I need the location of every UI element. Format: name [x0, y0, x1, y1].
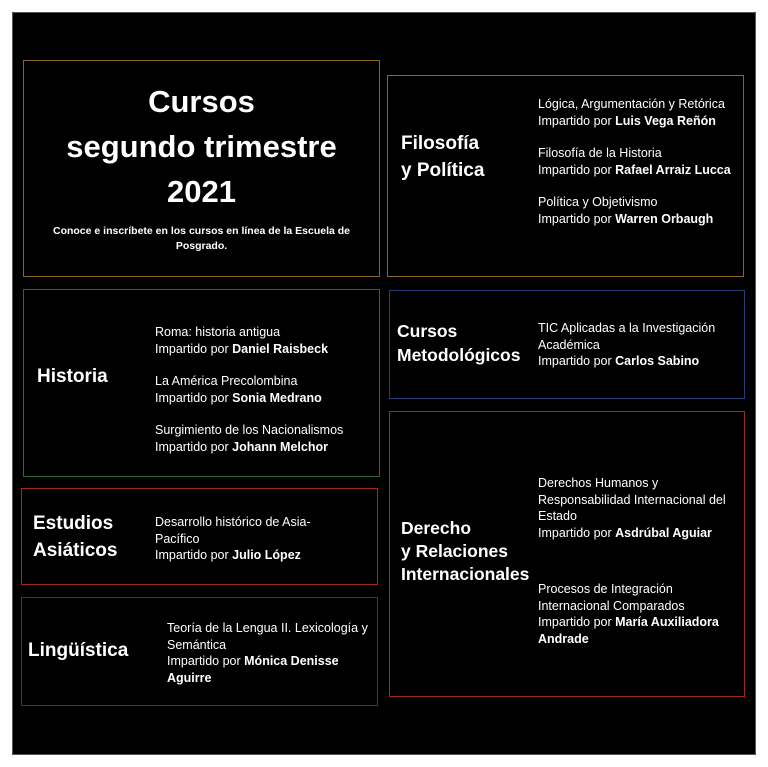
area-heading — [401, 130, 484, 184]
heading-line: Estudios — [33, 513, 114, 534]
area-metodologicos — [389, 290, 745, 399]
course-name: Procesos de Integración Internacional Comparados — [538, 582, 685, 613]
teacher-name: Mónica Denisse Aguirre — [167, 654, 339, 685]
course-teacher-line — [155, 390, 375, 407]
course-teacher-line — [538, 211, 738, 228]
teacher-name: Julio López — [232, 548, 301, 562]
subtitle: Conoce e inscríbete en los cursos en línea de la Escuela de Posgrado. — [52, 225, 351, 252]
taught-by-label: Impartido por — [155, 548, 229, 562]
course-name: Política y Objetivismo — [538, 195, 658, 209]
area-historia — [23, 289, 380, 477]
heading-line: Lingüística — [28, 640, 129, 661]
taught-by-label: Impartido por — [155, 439, 229, 454]
taught-by-label: Impartido por — [538, 354, 612, 368]
title-line: Cursos — [148, 84, 255, 119]
teacher-name: Johann Melchor — [232, 439, 328, 454]
heading-line: Filosofía — [401, 133, 480, 154]
title-line: segundo trimestre — [66, 129, 337, 164]
teacher-name: María Auxiliadora Andrade — [538, 615, 719, 646]
course-item — [155, 373, 375, 406]
course-name: Surgimiento de los Nacionalismos — [155, 423, 344, 437]
page-title — [24, 79, 379, 214]
teacher-name: Daniel Raisbeck — [232, 341, 329, 356]
heading-line: Internacionales — [401, 564, 530, 584]
course-item — [155, 324, 375, 357]
course-name: La América Precolombina — [155, 374, 298, 388]
course-teacher-line — [155, 439, 375, 456]
area-heading — [397, 319, 520, 367]
taught-by-label: Impartido por — [155, 341, 229, 356]
course-list — [155, 514, 335, 580]
course-teacher-line — [538, 525, 738, 542]
area-heading — [33, 510, 117, 564]
teacher-name: Sonia Medrano — [232, 390, 322, 405]
heading-line: Cursos — [397, 321, 458, 341]
taught-by-label: Impartido por — [167, 654, 241, 668]
teacher-name: Luis Vega Reñón — [615, 113, 716, 128]
course-teacher-line — [538, 353, 738, 370]
area-derecho — [389, 411, 745, 697]
course-list — [167, 620, 372, 702]
course-teacher-line — [155, 547, 335, 564]
course-teacher-line — [167, 653, 372, 686]
course-name: Lógica, Argumentación y Retórica — [538, 97, 725, 111]
area-heading — [401, 517, 529, 586]
course-item — [538, 96, 738, 129]
course-item — [538, 475, 738, 541]
course-name: Filosofía de la Historia — [538, 146, 662, 160]
heading-line: y Política — [401, 160, 485, 181]
course-name: Teoría de la Lengua II. Lexicología y Semántica — [167, 621, 368, 652]
teacher-name: Asdrúbal Aguiar — [615, 525, 712, 540]
heading-line: Derecho — [401, 518, 472, 538]
course-name: Derechos Humanos y Responsabilidad Internacional del Estado — [538, 476, 726, 523]
course-list — [538, 320, 738, 386]
heading-line: Historia — [37, 366, 108, 387]
area-heading — [37, 363, 108, 390]
taught-by-label: Impartido por — [155, 390, 229, 405]
taught-by-label: Impartido por — [538, 615, 612, 629]
area-filosofia — [387, 75, 744, 277]
taught-by-label: Impartido por — [538, 211, 612, 226]
heading-line: Asiáticos — [33, 540, 118, 561]
taught-by-label: Impartido por — [538, 162, 612, 177]
course-teacher-line — [538, 614, 738, 647]
title-card — [23, 60, 380, 277]
course-list — [538, 475, 738, 663]
taught-by-label: Impartido por — [538, 525, 612, 540]
course-item — [538, 194, 738, 227]
title-line: 2021 — [167, 174, 236, 209]
area-asiaticos — [21, 488, 378, 585]
teacher-name: Warren Orbaugh — [615, 211, 714, 226]
course-list — [538, 96, 738, 243]
course-list — [155, 324, 375, 471]
course-item — [538, 581, 738, 647]
teacher-name: Rafael Arraiz Lucca — [615, 162, 731, 177]
course-name: Roma: historia antigua — [155, 325, 281, 339]
course-teacher-line — [538, 162, 738, 179]
course-item — [155, 514, 335, 564]
taught-by-label: Impartido por — [538, 113, 612, 128]
heading-line: y Relaciones — [401, 541, 508, 561]
heading-line: Metodológicos — [397, 345, 521, 365]
teacher-name: Carlos Sabino — [615, 354, 700, 368]
course-name: Desarrollo histórico de Asia-Pacífico — [155, 515, 311, 546]
course-item — [538, 320, 738, 370]
course-item — [155, 422, 375, 455]
course-item — [167, 620, 372, 686]
course-teacher-line — [538, 113, 738, 130]
course-item — [538, 145, 738, 178]
area-linguistica — [21, 597, 378, 706]
area-heading — [28, 637, 128, 664]
course-name: TIC Aplicadas a la Investigación Académica — [538, 321, 716, 352]
course-teacher-line — [155, 341, 375, 358]
